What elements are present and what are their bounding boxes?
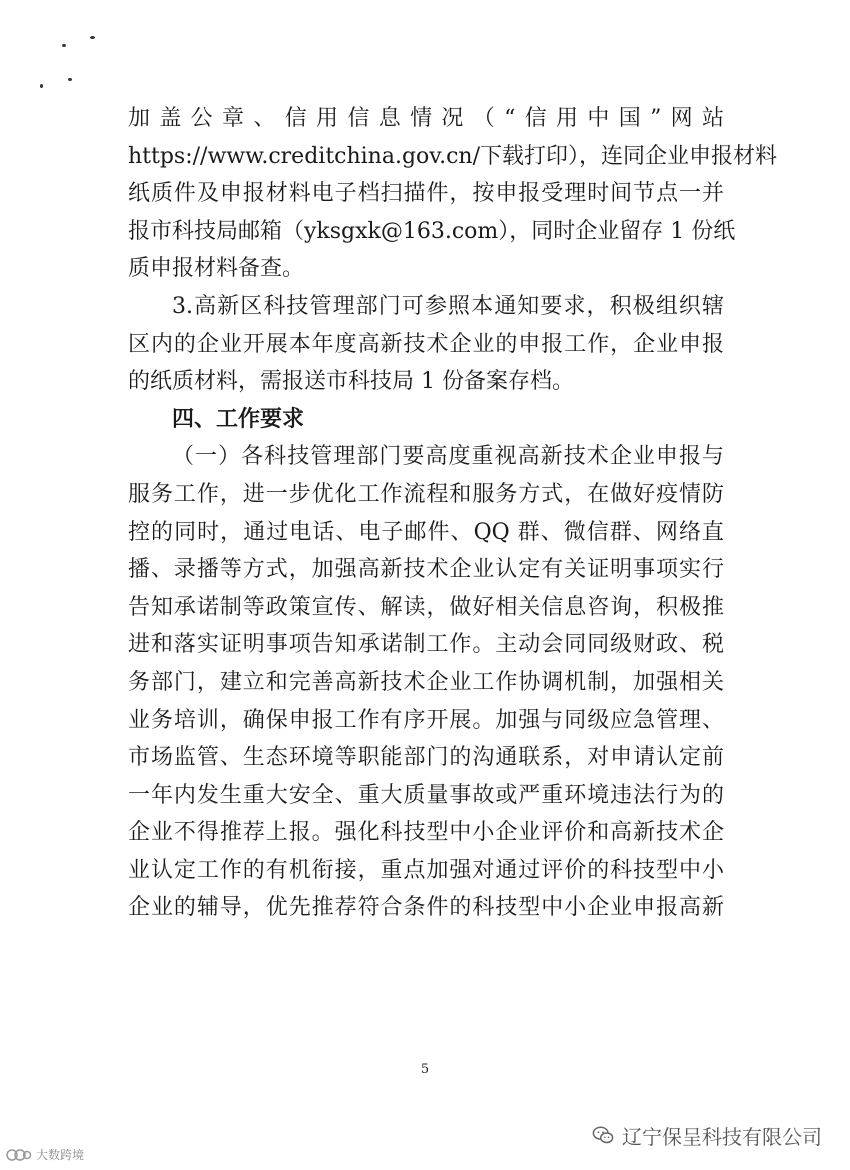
text-line: 报市科技局邮箱（yksgxk@163.com），同时企业留存 1 份纸 [128, 218, 736, 244]
text-line: 市场监管、生态环境等职能部门的沟通联系，对申请认定前 [128, 745, 724, 771]
text-line: 纸质件及申报材料电子档扫描件，按申报受理时间节点一并 [128, 181, 724, 207]
page-number: 5 [420, 1062, 430, 1077]
text-line: 加盖公章、信用信息情况（“信用中国”网站 [128, 106, 724, 131]
scan-speck [62, 44, 66, 47]
wechat-icon [592, 1124, 614, 1146]
brand-logo-icon [6, 1147, 32, 1163]
text-line: 务部门，建立和完善高新技术企业工作协调机制，加强相关 [128, 669, 724, 695]
text-line: 企业的辅导，优先推荐符合条件的科技型中小企业申报高新 [128, 895, 724, 921]
text-line: 企业不得推荐上报。强化科技型中小企业评价和高新技术企 [128, 820, 724, 846]
scan-speck [90, 36, 95, 39]
text-line: 业务培训，确保申报工作有序开展。加强与同级应急管理、 [128, 707, 724, 733]
section-heading: 四、工作要求 [172, 405, 305, 432]
brand-watermark [6, 1146, 84, 1163]
text-line: 区内的企业开展本年度高新技术企业的申报工作，企业申报 [128, 331, 724, 357]
text-line: 业认定工作的有机衔接，重点加强对通过评价的科技型中小 [128, 857, 724, 883]
scan-speck [40, 84, 43, 88]
text-line: 质申报材料备查。 [128, 256, 305, 282]
text-line: 3.高新区科技管理部门可参照本通知要求，积极组织辖 [172, 293, 724, 319]
text-line: https://www.creditchina.gov.cn/下载打印），连同企业申报材料 [128, 143, 778, 169]
scan-speck [68, 78, 72, 81]
text-line: 告知承诺制等政策宣传、解读，做好相关信息咨询，积极推 [128, 594, 724, 620]
text-line: 的纸质材料，需报送市科技局 1 份备案存档。 [128, 369, 574, 395]
text-line: 一年内发生重大安全、重大质量事故或严重环境违法行为的 [128, 782, 724, 808]
text-line: 进和落实证明事项告知承诺制工作。主动会同同级财政、税 [128, 632, 724, 658]
document-body [128, 100, 778, 927]
text-line: 播、录播等方式，加强高新技术企业认定有关证明事项实行 [128, 557, 724, 583]
wechat-account-name: 辽宁保呈科技有限公司 [622, 1124, 822, 1149]
text-line: 服务工作，进一步优化工作流程和服务方式，在做好疫情防 [128, 481, 724, 507]
wechat-watermark [592, 1120, 822, 1150]
brand-name: 大数跨境 [36, 1148, 85, 1162]
text-line: （一）各科技管理部门要高度重视高新技术企业申报与 [172, 444, 724, 470]
text-line: 控的同时，通过电话、电子邮件、QQ 群、微信群、网络直 [128, 519, 724, 545]
